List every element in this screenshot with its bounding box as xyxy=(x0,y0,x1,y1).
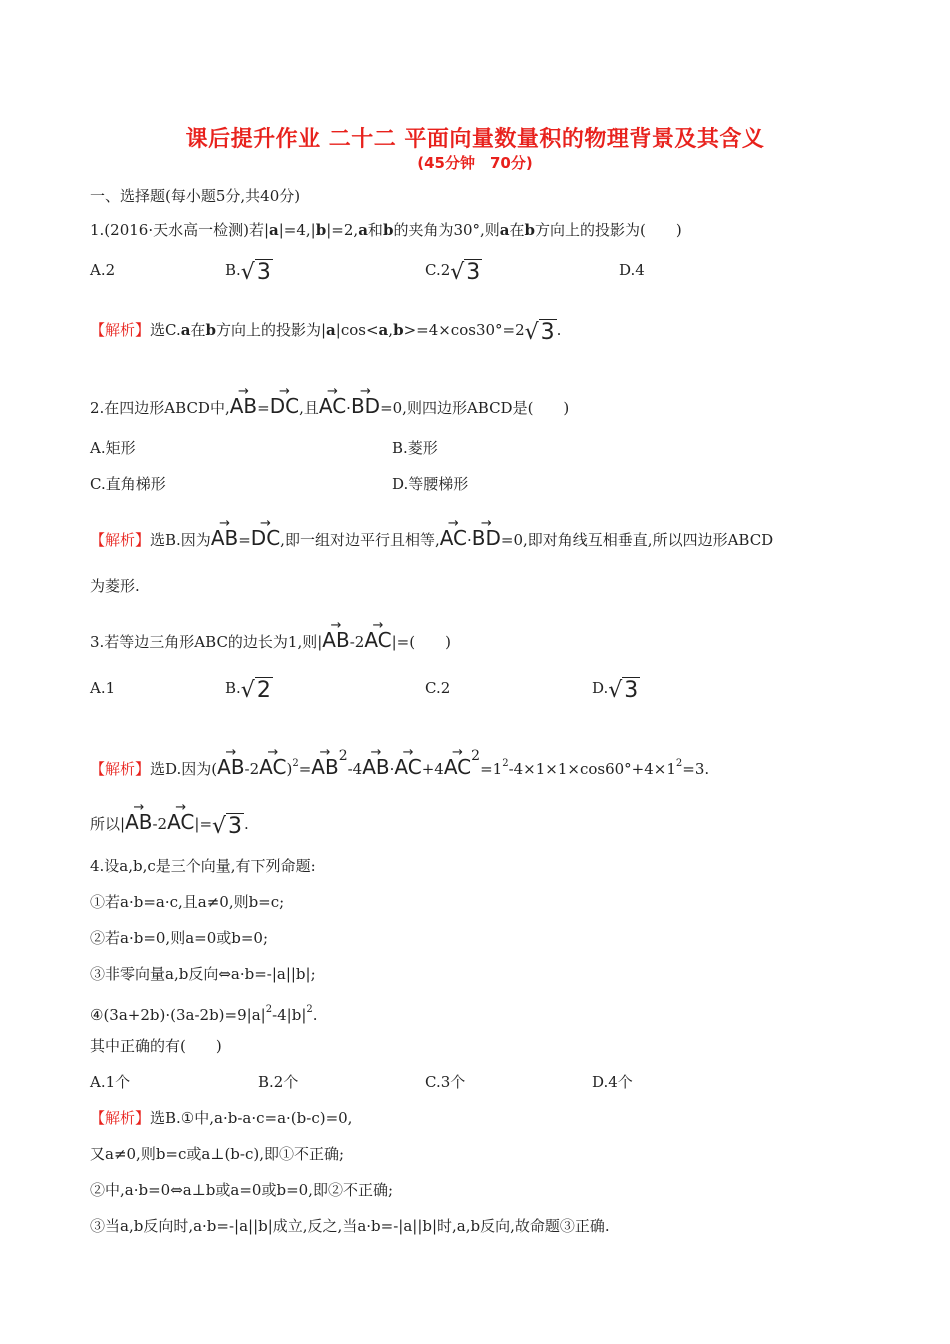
answer-tag: 【解析】 xyxy=(90,531,151,549)
q1-answer xyxy=(90,320,561,343)
q4-ans-text: 选B.①中,a·b-a·c=a·(b-c)=0, xyxy=(150,1109,353,1127)
q3-ans-text: =3. xyxy=(682,760,710,778)
answer-tag: 【解析】 xyxy=(90,1109,151,1127)
q3-ans-text: 所以| xyxy=(90,815,126,833)
q1-text: |=2, xyxy=(326,221,359,239)
q4-option-a: A.1个 xyxy=(90,1073,131,1091)
q3-ans-text: -2 xyxy=(152,815,168,833)
vector-ab: → AB xyxy=(211,520,238,548)
q1-option-b-label: B. xyxy=(225,261,241,279)
q4-option-d: D.4个 xyxy=(592,1073,633,1091)
q1-text: |=4,| xyxy=(278,221,316,239)
q4-text: ④(3a+2b)·(3a-2b)=9|a| xyxy=(90,1006,266,1024)
q3-ans-text: . xyxy=(244,815,249,833)
q4-option-b: B.2个 xyxy=(258,1073,299,1091)
q1-ans-text: 选C. xyxy=(150,321,181,339)
q3-ans-text: -2 xyxy=(244,760,260,778)
q1-option-a: A.2 xyxy=(90,261,116,279)
vector-ac: → AC xyxy=(364,622,391,650)
q1-option-c xyxy=(425,260,482,283)
sqrt-symbol: √3 xyxy=(240,260,271,285)
q3-option-d-label: D. xyxy=(592,679,609,697)
q3-ans-text: -4 xyxy=(347,760,363,778)
question-2-stem xyxy=(90,388,569,418)
q2-ans-text: ,即一组对边平行且相等, xyxy=(280,531,440,549)
answer-tag: 【解析】 xyxy=(90,321,151,339)
q2-text: =0,则四边形ABCD是( ) xyxy=(380,399,570,417)
q1-var: b xyxy=(315,221,327,239)
q2-answer-cont: 为菱形. xyxy=(90,577,140,595)
q1-option-d: D.4 xyxy=(619,261,645,279)
q3-text: -2 xyxy=(349,633,365,651)
q3-ans-text: =1 xyxy=(480,760,503,778)
q2-dot: · xyxy=(467,531,472,549)
q3-option-c: C.2 xyxy=(425,679,451,697)
vector-ac: → AC xyxy=(319,388,346,416)
q3-ans-text: |= xyxy=(194,815,213,833)
radicand: 3 xyxy=(466,260,481,285)
q2-ans-text: = xyxy=(238,531,251,549)
q1-option-c-label: C.2 xyxy=(425,261,451,279)
q2-option-d: D.等腰梯形 xyxy=(392,475,469,493)
answer-tag: 【解析】 xyxy=(90,760,151,778)
q1-var: b xyxy=(393,321,404,339)
vector-bd: → BD xyxy=(351,388,380,416)
exponent: 2 xyxy=(675,758,683,769)
vector-ab: → AB xyxy=(217,749,244,777)
page-subtitle: (45分钟 70分) xyxy=(417,154,533,172)
q4-ask: 其中正确的有( ) xyxy=(90,1037,222,1055)
vector-ac: → AC xyxy=(259,749,286,777)
q2-dot: · xyxy=(346,399,351,417)
q4-proposition-2: ②若a·b=0,则a=0或b=0; xyxy=(90,929,269,947)
sqrt-symbol: √3 xyxy=(608,678,639,703)
q1-text: 的夹角为30°,则 xyxy=(393,221,500,239)
q4-answer-line-4: ③当a,b反向时,a·b=-|a||b|成立,反之,当a·b=-|a||b|时,a,b反向,故命题③正确. xyxy=(90,1217,610,1235)
q1-ans-text: 方向上的投影为| xyxy=(215,321,327,339)
q2-option-c: C.直角梯形 xyxy=(90,475,166,493)
q1-var: a xyxy=(358,221,368,239)
q1-var: a xyxy=(269,221,279,239)
sqrt-symbol: √3 xyxy=(212,814,243,839)
q1-var: b xyxy=(524,221,536,239)
q3-answer xyxy=(90,746,709,779)
radicand: 2 xyxy=(256,678,271,703)
exponent: 2 xyxy=(502,758,509,769)
exponent: 2 xyxy=(471,748,481,764)
vector-ac: → AC xyxy=(167,804,194,832)
q1-var: a xyxy=(378,321,389,339)
sqrt-symbol: √3 xyxy=(524,320,555,345)
exponent: 2 xyxy=(306,1004,313,1015)
q1-var: a xyxy=(180,321,191,339)
q4-text: -4|b| xyxy=(272,1006,307,1024)
radicand: 3 xyxy=(256,260,271,285)
q2-option-a: A.矩形 xyxy=(90,439,136,457)
q3-ans-text: +4 xyxy=(421,760,444,778)
q1-ans-text: >=4×cos30°=2 xyxy=(403,321,525,339)
q3-option-a: A.1 xyxy=(90,679,116,697)
sqrt-symbol: √2 xyxy=(240,678,271,703)
vector-dc: → DC xyxy=(251,520,280,548)
q1-ans-text: , xyxy=(388,321,394,339)
q1-var: a xyxy=(499,221,510,239)
q2-option-b: B.菱形 xyxy=(392,439,438,457)
q3-text: 3.若等边三角形ABC的边长为1,则| xyxy=(90,633,323,651)
vector-dc: → DC xyxy=(270,388,299,416)
radicand: 3 xyxy=(540,320,555,345)
q3-option-d xyxy=(592,678,640,701)
q3-ans-text: -4×1×1×cos60°+4×1 xyxy=(508,760,676,778)
q2-text: = xyxy=(257,399,270,417)
q1-var: b xyxy=(382,221,394,239)
q4-proposition-4 xyxy=(90,1000,318,1025)
vector-ac: → AC xyxy=(440,520,467,548)
sqrt-symbol: √3 xyxy=(450,260,481,285)
q3-option-b-label: B. xyxy=(225,679,241,697)
q2-text: 2.在四边形ABCD中, xyxy=(90,399,230,417)
radicand: 3 xyxy=(624,678,639,703)
q1-option-b xyxy=(225,260,273,283)
exponent: 2 xyxy=(338,748,348,764)
section-heading: 一、选择题(每小题5分,共40分) xyxy=(90,187,301,205)
question-4-stem: 4.设a,b,c是三个向量,有下列命题: xyxy=(90,857,316,875)
q1-text: 方向上的投影为( ) xyxy=(535,221,682,239)
question-1-stem xyxy=(90,220,682,240)
vector-ab: → AB xyxy=(311,749,338,777)
q4-text: . xyxy=(312,1006,318,1024)
q2-ans-text: 选B.因为 xyxy=(150,531,211,549)
q3-ans-text: ) xyxy=(286,760,293,778)
exponent: 2 xyxy=(265,1004,273,1015)
exponent: 2 xyxy=(292,758,299,769)
q1-var: b xyxy=(205,321,216,339)
q4-answer xyxy=(90,1108,352,1128)
q4-option-c: C.3个 xyxy=(425,1073,466,1091)
q4-answer-line-3: ②中,a·b=0⇔a⊥b或a=0或b=0,即②不正确; xyxy=(90,1181,394,1199)
q3-answer-cont xyxy=(90,804,249,837)
q4-answer-line-2: 又a≠0,则b=c或a⊥(b-c),即①不正确; xyxy=(90,1145,345,1163)
q4-proposition-3: ③非零向量a,b反向⇔a·b=-|a||b|; xyxy=(90,965,316,983)
q1-ans-text: . xyxy=(556,321,562,339)
q3-text: |=( ) xyxy=(391,633,451,651)
q2-ans-text: =0,即对角线互相垂直,所以四边形ABCD xyxy=(500,531,774,549)
q3-dot: · xyxy=(389,760,395,778)
question-3-stem xyxy=(90,622,451,652)
vector-bd: → BD xyxy=(472,520,501,548)
q2-answer xyxy=(90,520,773,550)
q2-text: ,且 xyxy=(299,399,319,417)
vector-ab: → AB xyxy=(322,622,349,650)
radicand: 3 xyxy=(228,814,243,839)
q1-ans-text: 在 xyxy=(190,321,206,339)
q1-ans-text: |cos< xyxy=(335,321,379,339)
q3-ans-text: 选D.因为( xyxy=(150,760,218,778)
vector-ab: → AB xyxy=(230,388,257,416)
q3-option-b xyxy=(225,678,273,701)
q1-text: 1.(2016·天水高一检测)若| xyxy=(90,221,270,239)
q4-proposition-1: ①若a·b=a·c,且a≠0,则b=c; xyxy=(90,893,285,911)
q1-text: 和 xyxy=(367,221,383,239)
q1-var: a xyxy=(326,321,336,339)
vector-ac: → AC xyxy=(444,749,471,777)
q3-ans-text: = xyxy=(298,760,312,778)
page-title: 课后提升作业 二十二 平面向量数量积的物理背景及其含义 xyxy=(185,127,765,152)
vector-ac: → AC xyxy=(394,749,421,777)
q1-text: 在 xyxy=(509,221,525,239)
vector-ab: → AB xyxy=(362,749,389,777)
vector-ab: → AB xyxy=(125,804,152,832)
